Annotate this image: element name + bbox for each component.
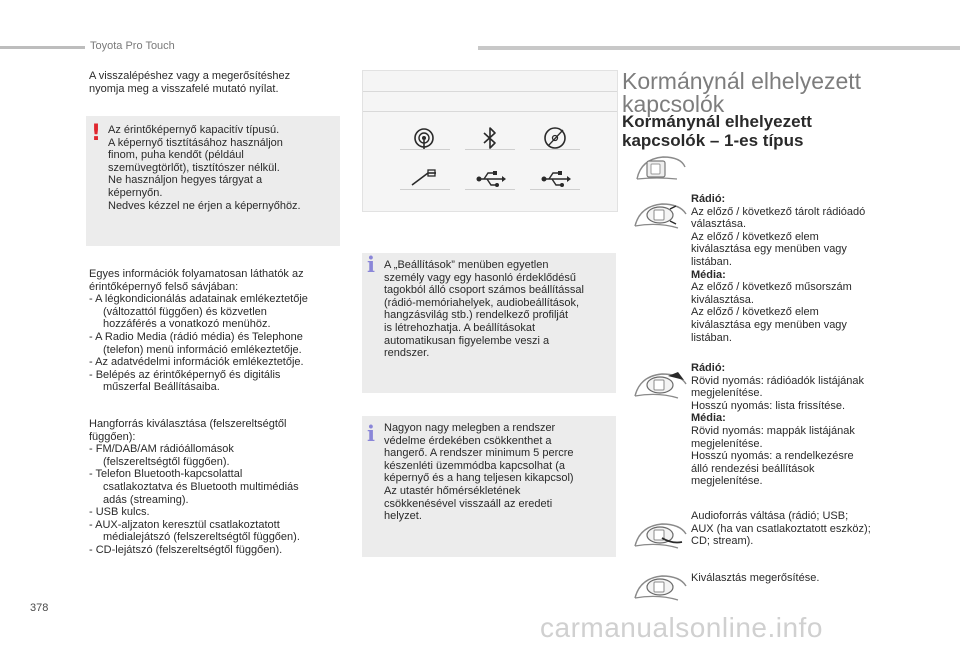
text-line: automatikusan figyelembe veszi a xyxy=(384,334,550,347)
text-line: (telefon) menü információ emlékeztetője. xyxy=(103,343,302,356)
text-line: - Telefon Bluetooth-kapcsolattal xyxy=(89,468,243,481)
steering-switch-confirm-icon xyxy=(632,572,690,604)
text-line: Rövid nyomás: rádióadók listájának xyxy=(691,374,865,387)
item-list-display xyxy=(691,362,891,488)
text-line: érintőképernyő felső sávjában: xyxy=(89,280,239,293)
text-line: CD; stream). xyxy=(691,535,754,548)
text-line: Rövid nyomás: mappák listájának xyxy=(691,424,855,437)
watermark: carmanualsonline.info xyxy=(540,612,823,643)
text-line: Az előző / következő elem xyxy=(691,230,819,243)
text-line: - Belépés az érintőképernyő és digitális xyxy=(89,368,281,381)
text-line: álló rendezési beállítások xyxy=(691,462,815,475)
warning-icon: ! xyxy=(91,121,102,146)
text-line: A „Beállítások” menüben egyetlen xyxy=(384,259,549,271)
info-text xyxy=(384,422,574,523)
list-item xyxy=(89,293,344,331)
text-line: A képernyő tisztításához használjon xyxy=(108,136,283,149)
steering-switch-press-icon xyxy=(632,370,690,402)
screen-divider xyxy=(363,111,617,112)
steering-switch-overview-icon xyxy=(633,153,689,183)
text-line: Az utastér hőmérsékletének xyxy=(384,484,521,497)
text-line: megjelenítése. xyxy=(691,475,763,488)
text-line: hangzásvilág stb.) rendelkező profilját xyxy=(384,309,569,322)
subheading-line: Kormánynál elhelyezett xyxy=(622,112,812,131)
text-line: - FM/DAB/AM rádióállomások xyxy=(89,443,234,456)
list-item xyxy=(89,356,344,369)
text-line: kiválasztása egy menüben vagy xyxy=(691,243,847,256)
warning-box xyxy=(86,116,340,246)
info-icon: i xyxy=(367,252,375,277)
text-line: - A Radio Media (rádió média) és Telephone xyxy=(89,330,303,343)
item-source-change xyxy=(691,510,891,548)
cd-icon[interactable] xyxy=(535,119,575,159)
text-line: listában. xyxy=(691,255,732,268)
list-item xyxy=(89,331,344,356)
icon-underline xyxy=(530,189,580,190)
text-line: is létrehozhatja. A beállításokat xyxy=(384,321,536,334)
list-item xyxy=(89,544,344,557)
text-line: nyomja meg a visszafelé mutató nyílat. xyxy=(89,82,279,95)
text-line: Egyes információk folyamatosan láthatók az xyxy=(89,268,304,280)
text-line: Hosszú nyomás: a rendelkezésre xyxy=(691,450,854,463)
item-prev-next xyxy=(691,193,891,344)
text-line: kiválasztása egy menüben vagy xyxy=(691,318,847,331)
status-bar-info xyxy=(89,268,344,394)
text-line: listában. xyxy=(691,331,732,344)
icon-underline xyxy=(465,149,515,150)
icon-underline xyxy=(530,149,580,150)
text-line: hangerő. A rendszer minimum 5 percre xyxy=(384,447,574,460)
steering-switch-up-down-icon xyxy=(632,200,690,232)
info-text xyxy=(384,259,584,360)
text-line: rendszer. xyxy=(384,347,430,360)
text-line: helyzet. xyxy=(384,510,422,523)
icon-underline xyxy=(465,189,515,190)
text-line: megjelenítése. xyxy=(691,437,763,450)
text-line: - CD-lejátszó (felszereltségtől függően). xyxy=(89,543,283,556)
text-line: kiválasztása. xyxy=(691,293,754,306)
bluetooth-icon[interactable] xyxy=(470,119,510,159)
section-subheading xyxy=(622,112,812,150)
text-line: műszerfal Beállításaiba. xyxy=(103,381,220,394)
list-item xyxy=(89,506,344,519)
text-line: készenléti üzemmódba kapcsolhat (a xyxy=(384,459,565,472)
aux-jack-icon[interactable] xyxy=(404,159,444,199)
text-line: - AUX-aljzaton keresztül csatlakoztatott xyxy=(89,518,280,531)
section-heading xyxy=(622,70,861,116)
text-line: - Az adatvédelmi információk emlékeztetője. xyxy=(89,356,304,369)
text-line: védelme érdekében csökkenthet a xyxy=(384,434,552,447)
screen-divider xyxy=(363,91,617,92)
source-screen-illustration xyxy=(362,70,618,212)
source-selection-info xyxy=(89,418,344,557)
list-item xyxy=(89,519,344,544)
text-line: - USB kulcs. xyxy=(89,506,150,519)
info-box-temperature xyxy=(362,416,616,557)
text-line: Hangforrás kiválasztása (felszereltségtől xyxy=(89,418,287,430)
podcast-radio-icon[interactable] xyxy=(404,119,444,159)
list-item xyxy=(89,443,344,468)
text-line: megjelenítése. xyxy=(691,387,763,400)
steering-switch-source-icon xyxy=(632,520,690,552)
text-line: Rádió: xyxy=(691,362,726,374)
text-line: személy vagy egy hasonló érdeklődésű xyxy=(384,271,577,284)
text-line: adás (streaming). xyxy=(103,493,189,506)
text-line: Ne használjon hegyes tárgyat a xyxy=(108,174,263,187)
text-line: médialejátszó (felszereltségtől függően). xyxy=(103,531,300,544)
list-item xyxy=(89,369,344,394)
info-icon: i xyxy=(367,421,375,446)
usb-icon[interactable] xyxy=(535,159,575,199)
text-line: Nedves kézzel ne érjen a képernyőhöz. xyxy=(108,199,301,212)
text-line: Média: xyxy=(691,412,726,425)
text-line: Hosszú nyomás: lista frissítése. xyxy=(691,399,846,412)
usb-icon[interactable] xyxy=(470,159,510,199)
header-title: Toyota Pro Touch xyxy=(90,40,175,52)
page-number: 378 xyxy=(30,602,49,614)
intro-paragraph xyxy=(89,70,339,95)
text-line: Az előző / következő műsorszám xyxy=(691,281,852,294)
text-line: (változattól függően) és közvetlen xyxy=(103,305,267,318)
header-rule-left xyxy=(0,46,85,49)
text-line: szemüvegtörlőt), tisztítószer nélkül. xyxy=(108,161,280,174)
text-line: választása. xyxy=(691,218,747,231)
text-line: Kiválasztás megerősítése. xyxy=(691,572,820,584)
text-line: Média: xyxy=(691,268,726,281)
text-line: AUX (ha van csatlakoztatott eszköz); xyxy=(691,522,871,535)
text-line: csökkenésével visszaáll az eredeti xyxy=(384,497,553,510)
text-line: Audioforrás váltása (rádió; USB; xyxy=(691,510,849,522)
text-line: Nagyon nagy melegben a rendszer xyxy=(384,422,556,434)
text-line: hozzáférés a vonatkozó menühöz. xyxy=(103,318,271,331)
icon-underline xyxy=(400,189,450,190)
text-line: csatlakoztatva és Bluetooth multimédiás xyxy=(103,480,299,493)
text-line: (felszereltségtől függően). xyxy=(103,455,230,468)
text-line: finom, puha kendőt (például xyxy=(108,149,244,162)
item-confirm xyxy=(691,572,891,585)
text-line: A visszalépéshez vagy a megerősítéshez xyxy=(89,70,291,82)
list-item xyxy=(89,468,344,506)
text-line: - A légkondicionálás adatainak emlékeztetője xyxy=(89,293,308,306)
text-line: tagokból álló csoport számos beállítással xyxy=(384,284,584,297)
subheading-line: kapcsolók – 1-es típus xyxy=(622,131,804,150)
text-line: képernyő és a hang teljesen kikapcsol) xyxy=(384,472,574,485)
text-line: Az előző / következő elem xyxy=(691,306,819,319)
text-line: (rádió-memóriahelyek, audiobeállítások, xyxy=(384,296,580,309)
text-line: képernyőn. xyxy=(108,186,163,199)
text-line: függően): xyxy=(89,430,136,443)
icon-underline xyxy=(400,149,450,150)
text-line: Rádió: xyxy=(691,193,726,205)
info-box-settings xyxy=(362,253,616,393)
heading-line: kapcsolók xyxy=(622,91,725,117)
text-line: Az előző / következő tárolt rádióadó xyxy=(691,205,866,218)
header-rule-right xyxy=(478,46,960,50)
text-line: Az érintőképernyő kapacitív típusú. xyxy=(108,124,280,136)
warning-text xyxy=(108,124,301,212)
heading-line: Kormánynál elhelyezett xyxy=(622,68,862,94)
